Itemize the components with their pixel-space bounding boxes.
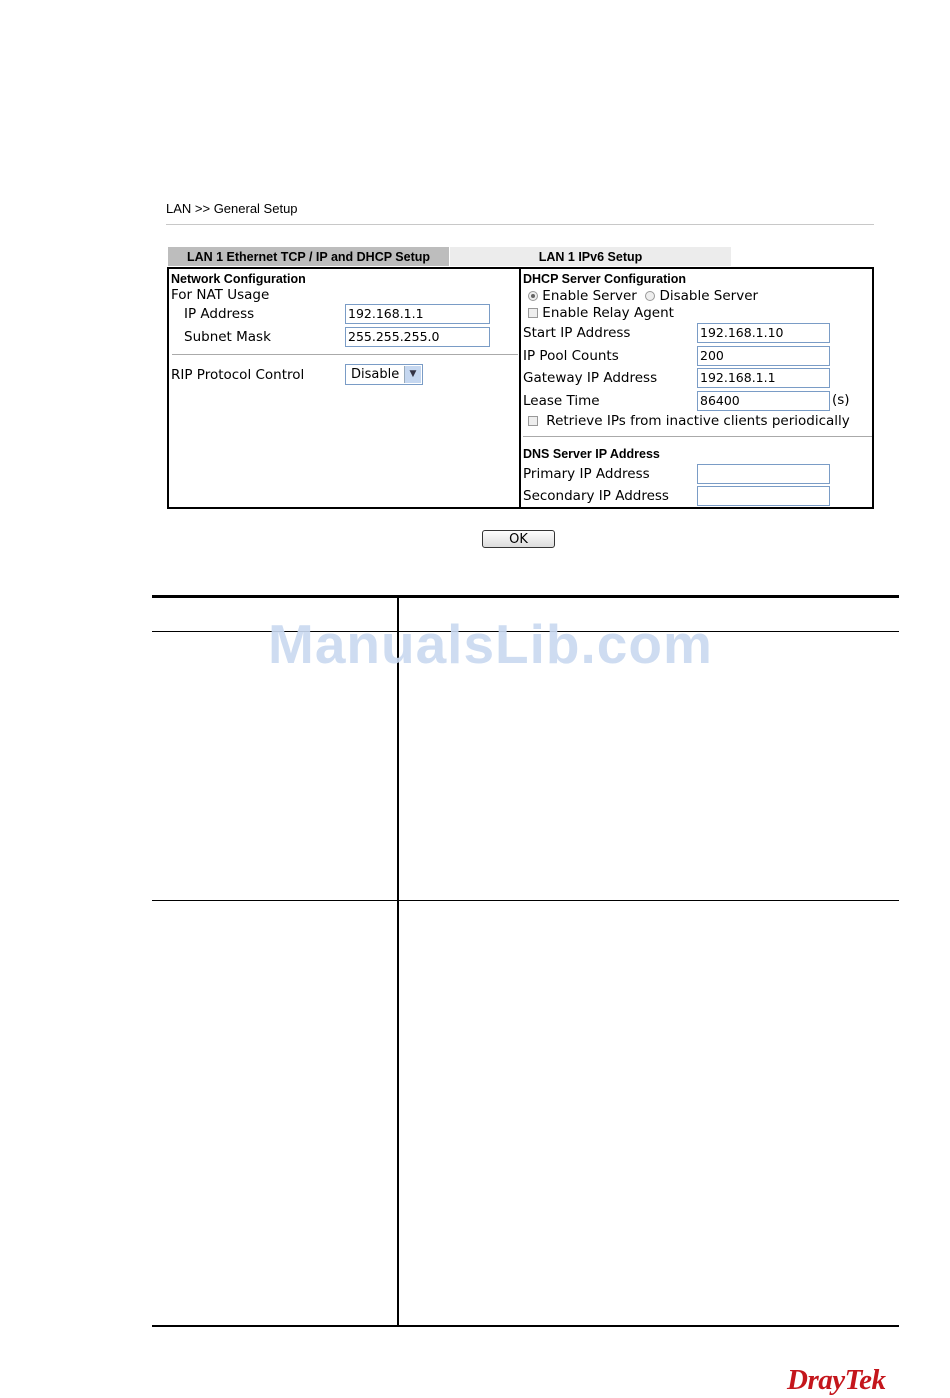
gateway-ip-input[interactable]: 192.168.1.1 [697,368,830,388]
table-row-rule [152,900,899,901]
enable-server-label: Enable Server [542,288,637,304]
gateway-ip-label: Gateway IP Address [523,370,658,386]
lease-time-label: Lease Time [523,393,600,409]
ip-address-label: IP Address [184,306,255,322]
rip-protocol-value: Disable [351,367,400,382]
network-separator [172,354,518,355]
retrieve-ips-label: Retrieve IPs from inactive clients periodically [546,413,850,429]
primary-dns-input[interactable] [697,464,830,484]
draytek-logo: DrayTek [787,1364,886,1396]
retrieve-ips-option[interactable] [528,413,850,429]
nat-usage-label: For NAT Usage [171,287,270,303]
chevron-down-icon[interactable]: ▼ [404,366,421,383]
relay-agent-checkbox[interactable] [528,308,538,318]
secondary-dns-input[interactable] [697,486,830,506]
tab-lan1-ethernet[interactable]: LAN 1 Ethernet TCP / IP and DHCP Setup [168,247,449,266]
table-bottom-rule [152,1325,899,1327]
disable-server-radio[interactable] [645,291,655,301]
ip-address-input[interactable]: 192.168.1.1 [345,304,490,324]
panel-divider [519,267,521,509]
breadcrumb-divider [166,224,874,225]
pool-counts-label: IP Pool Counts [523,348,619,364]
lease-time-input[interactable]: 86400 [697,391,830,411]
dhcp-separator [523,436,872,437]
start-ip-label: Start IP Address [523,325,631,341]
dhcp-config-title: DHCP Server Configuration [523,272,686,286]
lease-time-unit: (s) [832,392,850,408]
breadcrumb: LAN >> General Setup [166,201,298,216]
relay-agent-label: Enable Relay Agent [542,305,674,321]
enable-server-option[interactable] [528,288,758,304]
rip-protocol-label: RIP Protocol Control [171,367,305,383]
ok-button[interactable]: OK [482,530,555,548]
watermark: ManualsLib.com [268,613,713,675]
table-top-rule [152,595,899,598]
dns-server-title: DNS Server IP Address [523,447,660,461]
secondary-dns-label: Secondary IP Address [523,488,669,504]
tab-lan1-ipv6[interactable]: LAN 1 IPv6 Setup [450,247,731,266]
rip-protocol-select[interactable] [345,364,423,385]
retrieve-ips-checkbox[interactable] [528,416,538,426]
disable-server-label: Disable Server [659,288,759,304]
pool-counts-input[interactable]: 200 [697,346,830,366]
table-column-rule [397,597,399,1326]
relay-agent-option[interactable] [528,305,674,321]
primary-dns-label: Primary IP Address [523,466,650,482]
subnet-mask-input[interactable]: 255.255.255.0 [345,327,490,347]
network-config-title: Network Configuration [171,272,306,286]
subnet-mask-label: Subnet Mask [184,329,271,345]
start-ip-input[interactable]: 192.168.1.10 [697,323,830,343]
enable-server-radio[interactable] [528,291,538,301]
